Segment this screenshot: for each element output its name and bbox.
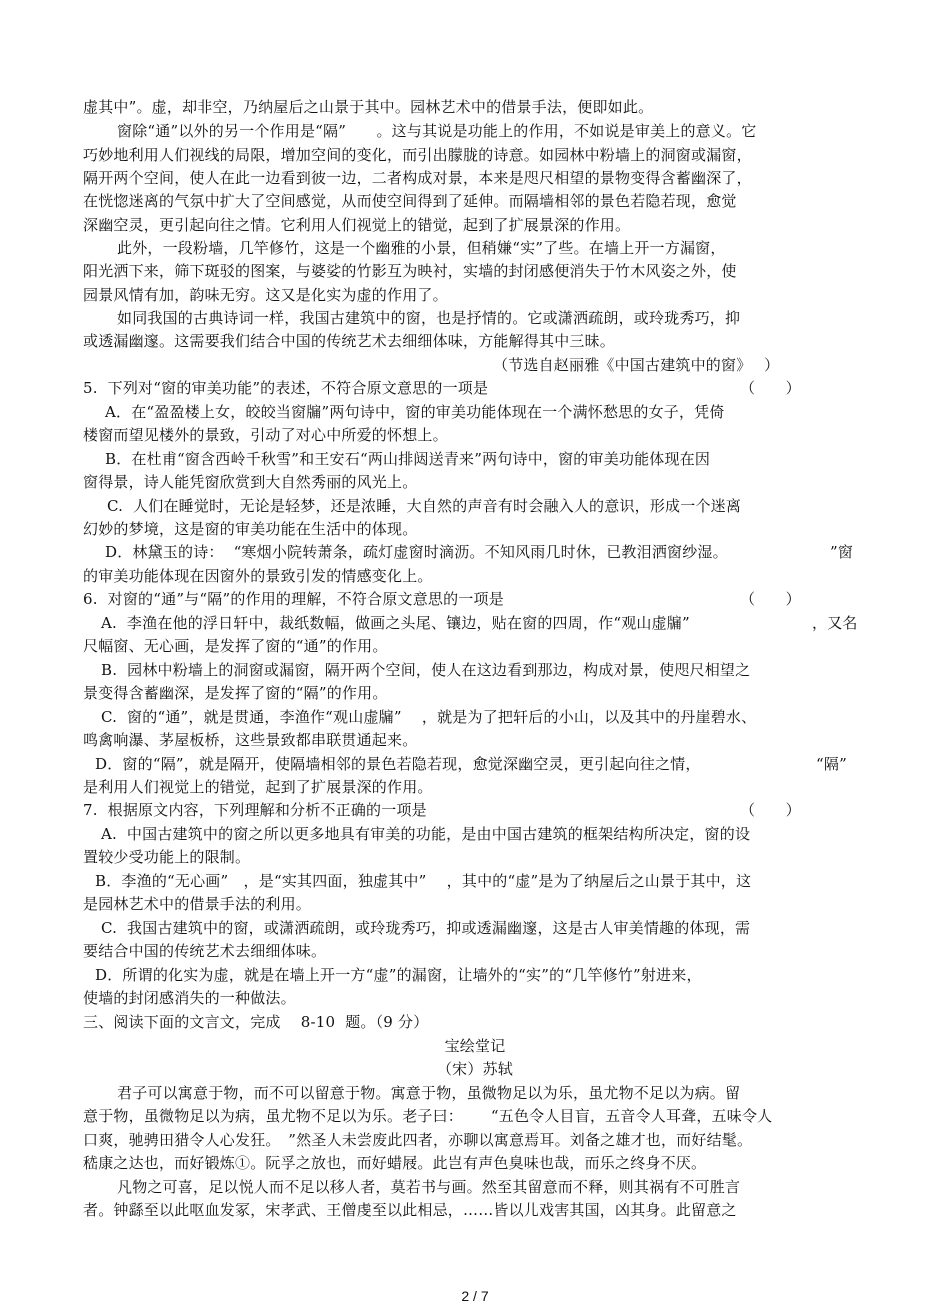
option-a: A. 李渔在他的浮日轩中，裁纸数幅，做画之头尾、镶边，贴在窗的四周，作“观山虚牖” [101,614,690,632]
text-line: 隔开两个空间，使人在此一边看到彼一边，二者构成对景，本来是咫尺相望的景物变得含蓄幽深了， [83,169,752,187]
option-d: D．林黛玉的诗： “寒烟小院转萧条，疏灯虚窗时滴沥。不知风雨几时休，已教泪洒窗纱湿。 [105,543,728,561]
text-line: 意于物，虽微物足以为病，虽尤物不足以为乐。老子曰： “五色令人目盲，五音令人耳聋，五味令人 [83,1107,773,1125]
option-a: A．在“盈盈楼上女，皎皎当窗牖”两句诗中，窗的审美功能体现在一个满怀愁思的女子，凭倚 [105,403,725,421]
option-a: A. 中国古建筑中的窗之所以更多地具有审美的功能，是由中国古建筑的框架结构所决定，窗的设 [101,825,751,843]
text-line: 深幽空灵，更引起向往之情。它利用人们视觉上的错觉，起到了扩展景深的作用。 [83,216,631,234]
text-line: 景变得含蓄幽深，是发挥了窗的“隔”的作用。 [83,684,388,702]
text-line: 窗除“通”以外的另一个作用是“隔” 。这与其说是功能上的作用，不如说是审美上的意义。它 [117,122,757,140]
text-line: 楼窗而望见楼外的景致，引动了对心中所爱的怀想上。 [83,426,448,444]
text-line: 是利用人们视觉上的错觉，起到了扩展景深的作用。 [83,778,433,796]
text-line: 鸣禽响瀑、茅屋板桥，这些景致都串联贯通起来。 [83,731,418,749]
answer-bracket: （ ） [740,801,801,819]
text-line: 在恍惚迷离的气氛中扩大了空间感觉，从而使空间得到了延伸。而隔墙相邻的景色若隐若现，愈觉 [83,192,737,210]
text-line: 是园林艺术中的借景手法的利用。 [83,895,312,913]
text-fragment: ，又名 [812,614,858,632]
option-c: C. 窗的“通”，就是贯通，李渔作“观山虚牖” ，就是为了把轩后的小山，以及其中的丹崖碧水、 [101,708,757,726]
text-line: 的审美功能体现在因窗外的景致引发的情感变化上。 [83,567,433,585]
text-line: 嵇康之达也，而好锻炼①。阮孚之放也，而好蜡屐。此岂有声色臭味也哉，而乐之终身不厌。 [83,1154,707,1172]
question-7-stem: 7. 根据原文内容，下列理解和分析不正确的一项是 [83,801,427,819]
text-fragment: ”窗 [830,543,854,561]
option-c: C. 人们在睡觉时，无论是轻梦，还是浓睡，大自然的声音有时会融入人的意识，形成一个迷离 [107,497,742,515]
option-b: B．在杜甫“窗含西岭千秋雪”和王安石“两山排闼送青来”两句诗中，窗的审美功能体现在因 [105,450,711,468]
text-line: 者。钟繇至以此呕血发冢，宋孝武、王僧虔至以此相忌，……皆以儿戏害其国，凶其身。此留意之 [83,1201,737,1219]
option-d: D．所谓的化实为虚，就是在墙上开一方“虚”的漏窗，让墙外的“实”的“几竿修竹”射进来， [95,966,702,984]
text-line: 窗得景，诗人能凭窗欣赏到大自然秀丽的风光上。 [83,473,418,491]
page-number: 2 / 7 [461,1288,489,1304]
source-attribution: （节选自赵丽雅《中国古建筑中的窗》 ） [493,356,780,374]
text-line: 要结合中国的传统艺术去细细体味。 [83,942,327,960]
text-line: 此外，一段粉墙，几竿修竹，这是一个幽雅的小景，但稍嫌“实”了些。在墙上开一方漏窗， [117,239,726,257]
option-c: C. 我国古建筑中的窗，或潇洒疏朗，或玲珑秀巧，抑或透漏幽邃，这是古人审美情趣的体现，需 [101,919,751,937]
text-line: 口爽，驰骋田猎令人心发狂。 ”然圣人未尝废此四者，亦聊以寓意焉耳。刘备之雄才也，而好结髦。 [83,1131,753,1149]
section-heading: 三、阅读下面的文言文，完成 8-10 题。（9 分） [83,1013,429,1031]
text-line: 园景风情有加，韵味无穷。这又是化实为虚的作用了。 [83,286,448,304]
text-line: 尺幅窗、无心画，是发挥了窗的“通”的作用。 [83,637,388,655]
text-line: 如同我国的古典诗词一样，我国古建筑中的窗，也是抒情的。它或潇洒疏朗，或玲珑秀巧，抑 [117,309,741,327]
text-line: 使墙的封闭感消失的一种做法。 [83,989,296,1007]
option-b: B. 园林中粉墙上的洞窗或漏窗，隔开两个空间，使人在这边看到那边，构成对景，使咫尺相望之 [101,661,751,679]
text-line: 幻妙的梦境，这是窗的审美功能在生活中的体现。 [83,520,418,538]
option-b: B．李渔的“无心画” ，是“实其四面，独虚其中” ，其中的“虚”是为了纳屋后之山景于其中，这 [95,872,752,890]
text-line: 置较少受功能上的限制。 [83,848,251,866]
question-5-stem: 5. 下列对“窗的审美功能”的表述，不符合原文意思的一项是 [83,379,489,397]
text-line: 或透漏幽邃。这需要我们结合中国的传统艺术去细细体味，方能解得其中三昧。 [83,332,616,350]
text-fragment: “隔” [816,755,847,773]
essay-title: 宝绘堂记 [444,1037,506,1055]
option-d: D．窗的“隔”，就是隔开，使隔墙相邻的景色若隐若现，愈觉深幽空灵，更引起向往之情， [95,755,701,773]
text-line: 君子可以寓意于物，而不可以留意于物。寓意于物，虽微物足以为乐，虽尤物不足以为病。留 [117,1084,741,1102]
text-line: 虚其中”。虚，却非空，乃纳屋后之山景于其中。园林艺术中的借景手法，便即如此。 [83,98,654,116]
text-line: 凡物之可喜，足以悦人而不足以移人者，莫若书与画。然至其留意而不释，则其祸有不可胜言 [117,1178,741,1196]
text-line: 巧妙地利用人们视线的局限，增加空间的变化，而引出朦胧的诗意。如园林中粉墙上的洞窗或漏窗， [83,146,752,164]
answer-bracket: （ ） [740,590,801,608]
answer-bracket: （ ） [740,379,801,397]
essay-author: （宋）苏轼 [436,1060,513,1078]
text-line: 阳光洒下来，筛下斑驳的图案，与婆娑的竹影互为映衬，实墙的封闭感便消失于竹木风姿之外，使 [83,262,737,280]
question-6-stem: 6. 对窗的“通”与“隔”的作用的理解，不符合原文意思的一项是 [83,590,504,608]
